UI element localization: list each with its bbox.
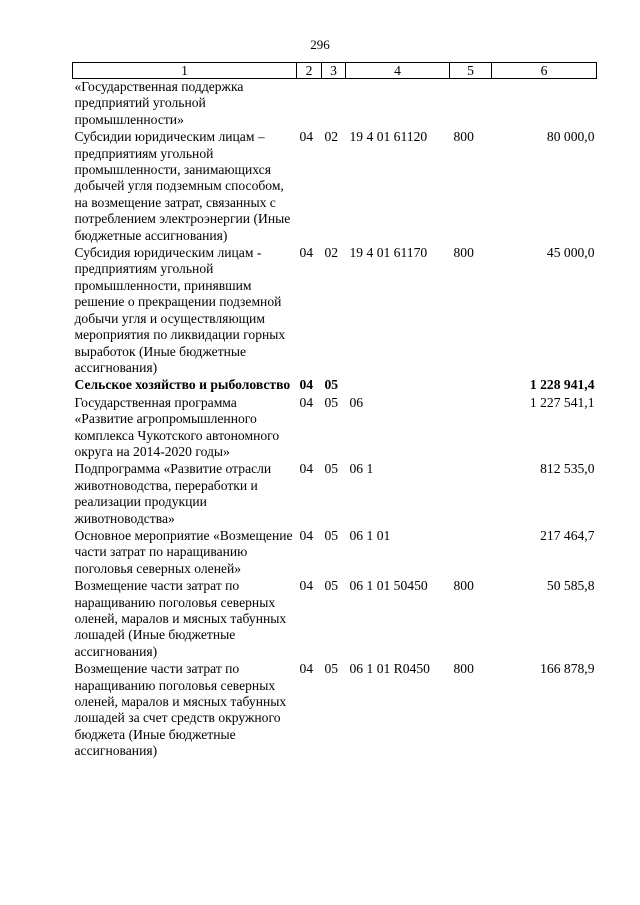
- table-body: [73, 79, 597, 761]
- header-col-5: 5: [450, 63, 492, 79]
- row-section: 04: [299, 394, 314, 410]
- table-row: [73, 129, 597, 245]
- row-name: Возмещение части затрат по наращиванию поголовья северных оленей, маралов и мясных табунных лошадей (Иные бюджетные ассигнования): [74, 578, 287, 659]
- header-col-6: 6: [492, 63, 597, 79]
- header-col-3: 3: [322, 63, 346, 79]
- row-expense-type: [450, 461, 492, 528]
- row-expense-type: 800: [453, 578, 474, 594]
- row-subsection: 05: [324, 461, 339, 477]
- row-target-code: 19 4 01 61170: [349, 245, 428, 261]
- row-target-code: 06 1 01: [349, 527, 391, 543]
- row-subsection: [322, 79, 346, 130]
- row-target-code: 06 1: [349, 461, 374, 477]
- page-number: 296: [310, 37, 330, 52]
- row-section: [297, 79, 322, 130]
- row-amount: 217 464,7: [540, 527, 595, 543]
- row-subsection: 05: [324, 394, 339, 410]
- table-row: [73, 395, 597, 462]
- row-name: Государственная программа «Развитие агропромышленного комплекса Чукотского автономного округа на 2014-2020 годы»: [74, 394, 280, 459]
- row-name: Возмещение части затрат по наращиванию поголовья северных оленей, маралов и мясных табунных лошадей за счет средств окружного бюджета (Иные бюджетные ассигнования): [74, 661, 287, 759]
- row-name: Субсидия юридическим лицам - предприятиям угольной промышленности, принявшим решение о прекращении подземной добычи угля и осуществляющим мероприятия по ликвидации горных выработок (Иные бюджетные ассигнования): [74, 245, 286, 375]
- row-amount: 812 535,0: [540, 461, 595, 477]
- row-expense-type: [450, 528, 492, 578]
- row-subsection: 05: [324, 661, 339, 677]
- header-col-4: 4: [346, 63, 450, 79]
- row-target-code: 06 1 01 R0450: [349, 661, 430, 677]
- row-section: 04: [299, 461, 314, 477]
- row-section: 04: [299, 245, 314, 261]
- row-section: 04: [299, 578, 314, 594]
- row-amount: 45 000,0: [546, 245, 595, 261]
- row-amount: 166 878,9: [540, 661, 595, 677]
- table-row: [73, 79, 597, 130]
- row-expense-type: [450, 377, 492, 394]
- row-expense-type: 800: [453, 661, 474, 677]
- header-col-2: 2: [297, 63, 322, 79]
- row-section: 04: [299, 129, 314, 145]
- row-section: 04: [299, 377, 314, 393]
- header-row: [73, 63, 597, 79]
- row-expense-type: [450, 395, 492, 462]
- row-subsection: 05: [324, 578, 339, 594]
- row-expense-type: 800: [453, 245, 474, 261]
- row-expense-type: 800: [453, 129, 474, 145]
- row-name: Субсидии юридическим лицам – предприятиям угольной промышленности, занимающихся добычей угля подземным способом, на возмещение затрат, связанных с потреблением электроэнергии (Иные бюджетные ассигнования): [74, 129, 291, 243]
- row-target-code: 19 4 01 61120: [349, 129, 428, 145]
- row-amount: 50 585,8: [546, 578, 595, 594]
- row-amount: 1 227 541,1: [529, 394, 595, 410]
- row-name: Основное мероприятие «Возмещение части затрат по наращиванию поголовья северных оленей»: [74, 527, 293, 576]
- row-target-code: 06: [349, 394, 364, 410]
- row-section: 04: [299, 661, 314, 677]
- table-row: [73, 528, 597, 578]
- row-name: Сельское хозяйство и рыболовство: [74, 377, 291, 393]
- row-amount: [492, 79, 597, 130]
- table-header: [73, 63, 597, 79]
- row-subsection: 05: [324, 377, 339, 393]
- table-row: [73, 245, 597, 377]
- row-expense-type: [450, 79, 492, 130]
- table-row: [73, 461, 597, 528]
- row-target-code: 06 1 01 50450: [349, 578, 428, 594]
- row-subsection: 02: [324, 129, 339, 145]
- row-amount: 80 000,0: [546, 129, 595, 145]
- row-section: 04: [299, 527, 314, 543]
- budget-table: [72, 62, 597, 761]
- table-row: [73, 578, 597, 661]
- row-target-code: [346, 377, 450, 394]
- row-target-code: [346, 79, 450, 130]
- table-row: [73, 661, 597, 760]
- row-name: Подпрограмма «Развитие отрасли животноводства, переработки и реализации продукции животноводства»: [74, 461, 272, 526]
- header-col-1: 1: [73, 63, 297, 79]
- row-subsection: 05: [324, 527, 339, 543]
- row-amount: 1 228 941,4: [529, 377, 595, 393]
- row-name: «Государственная поддержка предприятий угольной промышленности»: [74, 79, 244, 127]
- row-subsection: 02: [324, 245, 339, 261]
- table-row: [73, 377, 597, 394]
